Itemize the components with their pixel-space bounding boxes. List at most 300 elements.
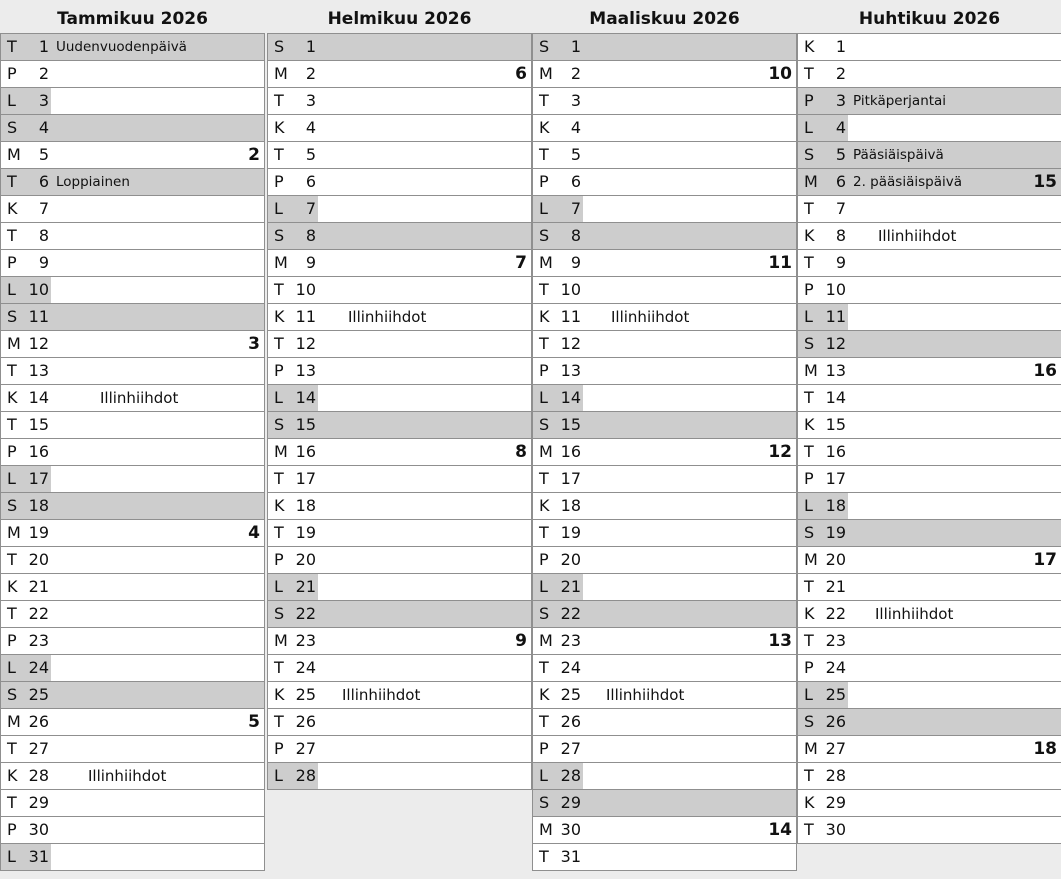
day-row[interactable] [798, 115, 1061, 142]
day-row[interactable] [798, 682, 1061, 709]
day-row[interactable] [533, 763, 796, 790]
day-row[interactable] [268, 142, 531, 169]
date-cell [798, 682, 848, 708]
date-cell [798, 88, 848, 114]
day-row[interactable] [268, 547, 531, 574]
weekday-letter: L [7, 658, 16, 677]
day-row[interactable] [268, 466, 531, 493]
date-cell [798, 34, 848, 60]
day-number: 25 [560, 685, 581, 704]
day-row[interactable] [268, 655, 531, 682]
day-row[interactable] [798, 709, 1061, 736]
day-row[interactable] [1, 574, 264, 601]
week-number: 12 [768, 442, 792, 462]
day-row[interactable] [1, 709, 264, 736]
weekday-letter: S [539, 226, 550, 245]
weekday-letter: P [539, 361, 549, 380]
day-row[interactable] [268, 304, 531, 331]
day-row[interactable] [1, 655, 264, 682]
day-number: 21 [28, 577, 49, 596]
day-row[interactable] [1, 601, 264, 628]
day-row[interactable] [1, 844, 264, 871]
day-row[interactable] [268, 34, 531, 61]
day-row[interactable] [1, 358, 264, 385]
weekday-letter: K [539, 496, 550, 515]
day-number: 29 [28, 793, 49, 812]
date-cell [268, 331, 318, 357]
day-row[interactable] [268, 574, 531, 601]
day-row[interactable] [798, 790, 1061, 817]
day-number: 8 [835, 226, 846, 245]
date-cell [268, 223, 318, 249]
weekday-letter: K [539, 685, 550, 704]
day-list [532, 33, 797, 871]
weekday-letter: L [274, 766, 283, 785]
day-row[interactable] [798, 196, 1061, 223]
weekday-letter: K [539, 118, 550, 137]
event-label[interactable]: Illinhiihdot [342, 686, 421, 704]
event-label[interactable]: Illinhiihdot [100, 389, 179, 407]
weekday-letter: T [539, 280, 549, 299]
date-cell [533, 250, 583, 276]
day-number: 30 [560, 820, 581, 839]
weekday-letter: T [804, 388, 814, 407]
date-cell [268, 142, 318, 168]
weekday-letter: T [804, 199, 814, 218]
day-row[interactable] [1, 520, 264, 547]
date-cell [1, 331, 51, 357]
date-cell [1, 385, 51, 411]
day-row[interactable] [1, 412, 264, 439]
day-number: 3 [38, 91, 49, 110]
weekday-letter: L [804, 496, 813, 515]
date-cell [798, 439, 848, 465]
month-column [797, 0, 1061, 844]
day-row[interactable] [533, 574, 796, 601]
day-row[interactable] [533, 655, 796, 682]
date-cell [798, 574, 848, 600]
date-cell [1, 709, 51, 735]
day-number: 14 [825, 388, 846, 407]
weekday-letter: M [274, 64, 288, 83]
day-number: 27 [28, 739, 49, 758]
day-row[interactable] [1, 385, 264, 412]
date-cell [268, 304, 318, 330]
day-number: 10 [28, 280, 49, 299]
day-row[interactable] [533, 250, 796, 277]
day-number: 13 [295, 361, 316, 380]
weekday-letter: L [7, 469, 16, 488]
weekday-letter: L [7, 847, 16, 866]
date-cell [1, 358, 51, 384]
week-number: 11 [768, 253, 792, 273]
day-row[interactable] [533, 601, 796, 628]
weekday-letter: P [804, 280, 814, 299]
day-number: 16 [28, 442, 49, 461]
day-row[interactable] [798, 223, 1061, 250]
day-row[interactable] [533, 520, 796, 547]
day-number: 8 [570, 226, 581, 245]
weekday-letter: L [7, 91, 16, 110]
day-row[interactable] [1, 196, 264, 223]
day-number: 27 [825, 739, 846, 758]
date-cell [268, 439, 318, 465]
date-cell [268, 547, 318, 573]
date-cell [533, 34, 583, 60]
day-row[interactable] [1, 628, 264, 655]
date-cell [1, 655, 51, 681]
weekday-letter: T [804, 577, 814, 596]
day-row[interactable] [798, 574, 1061, 601]
weekday-letter: T [274, 469, 284, 488]
date-cell [268, 493, 318, 519]
day-row[interactable] [1, 331, 264, 358]
day-row[interactable] [798, 61, 1061, 88]
day-row[interactable] [533, 790, 796, 817]
day-row[interactable] [1, 250, 264, 277]
weekday-letter: T [274, 334, 284, 353]
date-cell [1, 682, 51, 708]
day-row[interactable] [268, 439, 531, 466]
day-row[interactable] [268, 331, 531, 358]
day-row[interactable] [798, 439, 1061, 466]
date-cell [533, 493, 583, 519]
event-label[interactable]: Illinhiihdot [88, 767, 167, 785]
day-row[interactable] [798, 628, 1061, 655]
day-row[interactable] [1, 439, 264, 466]
day-row[interactable] [268, 196, 531, 223]
weekday-letter: T [7, 550, 17, 569]
day-number: 1 [305, 37, 316, 56]
date-cell [798, 520, 848, 546]
day-number: 21 [825, 577, 846, 596]
day-row[interactable] [268, 628, 531, 655]
day-row[interactable] [533, 493, 796, 520]
day-row[interactable] [533, 169, 796, 196]
weekday-letter: P [274, 361, 284, 380]
day-row[interactable] [533, 115, 796, 142]
event-label[interactable]: Illinhiihdot [875, 605, 954, 623]
day-number: 23 [825, 631, 846, 650]
weekday-letter: S [804, 523, 815, 542]
day-number: 19 [28, 523, 49, 542]
day-row[interactable] [1, 817, 264, 844]
week-number: 6 [515, 64, 527, 84]
day-row[interactable] [798, 169, 1061, 196]
date-cell [798, 817, 848, 843]
day-number: 25 [28, 685, 49, 704]
date-cell [798, 601, 848, 627]
day-row[interactable] [268, 115, 531, 142]
holiday-name: 2. pääsiäispäivä [853, 174, 962, 190]
weekday-letter: L [804, 685, 813, 704]
day-row[interactable] [533, 412, 796, 439]
day-row[interactable] [1, 34, 264, 61]
day-row[interactable] [268, 358, 531, 385]
day-row[interactable] [268, 250, 531, 277]
day-number: 1 [570, 37, 581, 56]
day-row[interactable] [533, 88, 796, 115]
day-row[interactable] [1, 736, 264, 763]
day-number: 20 [560, 550, 581, 569]
date-cell [268, 655, 318, 681]
day-row[interactable] [268, 223, 531, 250]
day-number: 9 [38, 253, 49, 272]
day-row[interactable] [533, 304, 796, 331]
day-row[interactable] [533, 709, 796, 736]
day-row[interactable] [268, 709, 531, 736]
date-cell [798, 547, 848, 573]
day-number: 20 [28, 550, 49, 569]
weekday-letter: K [804, 226, 815, 245]
day-row[interactable] [1, 466, 264, 493]
day-number: 2 [570, 64, 581, 83]
date-cell [1, 223, 51, 249]
week-number: 2 [248, 145, 260, 165]
day-number: 19 [825, 523, 846, 542]
day-row[interactable] [268, 493, 531, 520]
day-number: 12 [295, 334, 316, 353]
day-row[interactable] [1, 493, 264, 520]
day-number: 18 [560, 496, 581, 515]
day-row[interactable] [1, 547, 264, 574]
event-label[interactable]: Illinhiihdot [878, 227, 957, 245]
event-label[interactable]: Illinhiihdot [606, 686, 685, 704]
day-row[interactable] [798, 385, 1061, 412]
day-row[interactable] [798, 817, 1061, 844]
day-number: 8 [305, 226, 316, 245]
day-number: 3 [835, 91, 846, 110]
date-cell [1, 763, 51, 789]
day-row[interactable] [798, 520, 1061, 547]
day-row[interactable] [798, 250, 1061, 277]
day-row[interactable] [798, 34, 1061, 61]
day-row[interactable] [1, 682, 264, 709]
day-number: 5 [570, 145, 581, 164]
day-row[interactable] [268, 88, 531, 115]
day-row[interactable] [1, 61, 264, 88]
weekday-letter: T [539, 145, 549, 164]
day-row[interactable] [533, 628, 796, 655]
day-number: 24 [295, 658, 316, 677]
weekday-letter: T [274, 145, 284, 164]
day-row[interactable] [798, 412, 1061, 439]
date-cell [1, 250, 51, 276]
day-row[interactable] [798, 142, 1061, 169]
day-row[interactable] [798, 466, 1061, 493]
day-row[interactable] [533, 682, 796, 709]
day-number: 26 [28, 712, 49, 731]
date-cell [533, 655, 583, 681]
day-row[interactable] [533, 34, 796, 61]
date-cell [1, 493, 51, 519]
weekday-letter: K [804, 37, 815, 56]
day-row[interactable] [533, 844, 796, 871]
weekday-letter: P [274, 172, 284, 191]
weekday-letter: S [274, 604, 285, 623]
day-row[interactable] [798, 736, 1061, 763]
day-row[interactable] [1, 790, 264, 817]
day-number: 31 [560, 847, 581, 866]
day-number: 7 [835, 199, 846, 218]
weekday-letter: M [539, 442, 553, 461]
date-cell [533, 466, 583, 492]
day-row[interactable] [533, 358, 796, 385]
day-row[interactable] [268, 277, 531, 304]
day-row[interactable] [268, 682, 531, 709]
day-row[interactable] [268, 385, 531, 412]
day-number: 23 [28, 631, 49, 650]
day-row[interactable] [533, 61, 796, 88]
day-row[interactable] [268, 601, 531, 628]
day-number: 4 [835, 118, 846, 137]
weekday-letter: L [539, 577, 548, 596]
weekday-letter: S [274, 415, 285, 434]
date-cell [1, 601, 51, 627]
weekday-letter: M [539, 820, 553, 839]
day-number: 18 [295, 496, 316, 515]
date-cell [533, 331, 583, 357]
day-number: 10 [825, 280, 846, 299]
day-row[interactable] [268, 736, 531, 763]
day-row[interactable] [268, 61, 531, 88]
date-cell [1, 304, 51, 330]
date-cell [268, 88, 318, 114]
weekday-letter: M [274, 253, 288, 272]
date-cell [1, 115, 51, 141]
weekday-letter: S [539, 415, 550, 434]
date-cell [533, 709, 583, 735]
day-row[interactable] [1, 169, 264, 196]
day-row[interactable] [533, 466, 796, 493]
day-row[interactable] [1, 304, 264, 331]
day-number: 27 [295, 739, 316, 758]
day-row[interactable] [533, 736, 796, 763]
weekday-letter: T [804, 253, 814, 272]
month-title: Tammikuu 2026 [57, 9, 208, 29]
day-number: 1 [38, 37, 49, 56]
date-cell [533, 385, 583, 411]
weekday-letter: S [274, 226, 285, 245]
weekday-letter: T [539, 847, 549, 866]
weekday-letter: T [7, 604, 17, 623]
weekday-letter: K [274, 118, 285, 137]
day-number: 5 [38, 145, 49, 164]
date-cell [533, 547, 583, 573]
day-row[interactable] [798, 655, 1061, 682]
day-row[interactable] [533, 817, 796, 844]
day-number: 14 [28, 388, 49, 407]
date-cell [268, 196, 318, 222]
weekday-letter: L [274, 577, 283, 596]
day-row[interactable] [533, 439, 796, 466]
date-cell [798, 277, 848, 303]
day-number: 2 [305, 64, 316, 83]
weekday-letter: P [539, 739, 549, 758]
day-row[interactable] [533, 331, 796, 358]
day-row[interactable] [268, 763, 531, 790]
day-number: 5 [835, 145, 846, 164]
date-cell [798, 250, 848, 276]
day-row[interactable] [533, 385, 796, 412]
weekday-letter: T [274, 523, 284, 542]
date-cell [1, 277, 51, 303]
event-label[interactable]: Illinhiihdot [348, 308, 427, 326]
day-row[interactable] [798, 304, 1061, 331]
weekday-letter: K [804, 793, 815, 812]
day-row[interactable] [268, 412, 531, 439]
date-cell [1, 142, 51, 168]
date-cell [533, 520, 583, 546]
date-cell [268, 34, 318, 60]
day-row[interactable] [1, 88, 264, 115]
day-number: 17 [295, 469, 316, 488]
day-row[interactable] [533, 277, 796, 304]
day-row[interactable] [533, 196, 796, 223]
day-row[interactable] [1, 115, 264, 142]
day-row[interactable] [798, 763, 1061, 790]
day-number: 12 [825, 334, 846, 353]
day-number: 22 [28, 604, 49, 623]
day-number: 17 [28, 469, 49, 488]
date-cell [1, 169, 51, 195]
day-number: 11 [295, 307, 316, 326]
month-title: Huhtikuu 2026 [858, 9, 1001, 29]
day-row[interactable] [1, 142, 264, 169]
day-row[interactable] [1, 763, 264, 790]
day-row[interactable] [268, 520, 531, 547]
day-row[interactable] [268, 169, 531, 196]
date-cell [1, 520, 51, 546]
date-cell [798, 331, 848, 357]
weekday-letter: L [274, 199, 283, 218]
day-number: 20 [295, 550, 316, 569]
weekday-letter: K [804, 415, 815, 434]
day-row[interactable] [798, 358, 1061, 385]
date-cell [798, 385, 848, 411]
date-cell [1, 628, 51, 654]
event-label[interactable]: Illinhiihdot [611, 308, 690, 326]
day-number: 11 [825, 307, 846, 326]
date-cell [798, 466, 848, 492]
weekday-letter: T [7, 793, 17, 812]
day-row[interactable] [798, 88, 1061, 115]
day-number: 16 [295, 442, 316, 461]
day-row[interactable] [798, 331, 1061, 358]
day-row[interactable] [533, 142, 796, 169]
date-cell [798, 628, 848, 654]
day-row[interactable] [798, 547, 1061, 574]
weekday-letter: S [804, 145, 815, 164]
weekday-letter: L [804, 118, 813, 137]
day-row[interactable] [533, 547, 796, 574]
day-row[interactable] [798, 277, 1061, 304]
weekday-letter: P [539, 550, 549, 569]
day-row[interactable] [798, 493, 1061, 520]
day-row[interactable] [1, 277, 264, 304]
holiday-name: Loppiainen [56, 174, 130, 190]
week-number: 15 [1033, 172, 1057, 192]
day-row[interactable] [798, 601, 1061, 628]
date-cell [533, 601, 583, 627]
weekday-letter: L [539, 766, 548, 785]
date-cell [533, 790, 583, 816]
day-number: 29 [825, 793, 846, 812]
day-number: 24 [28, 658, 49, 677]
day-number: 7 [38, 199, 49, 218]
day-row[interactable] [1, 223, 264, 250]
day-row[interactable] [533, 223, 796, 250]
